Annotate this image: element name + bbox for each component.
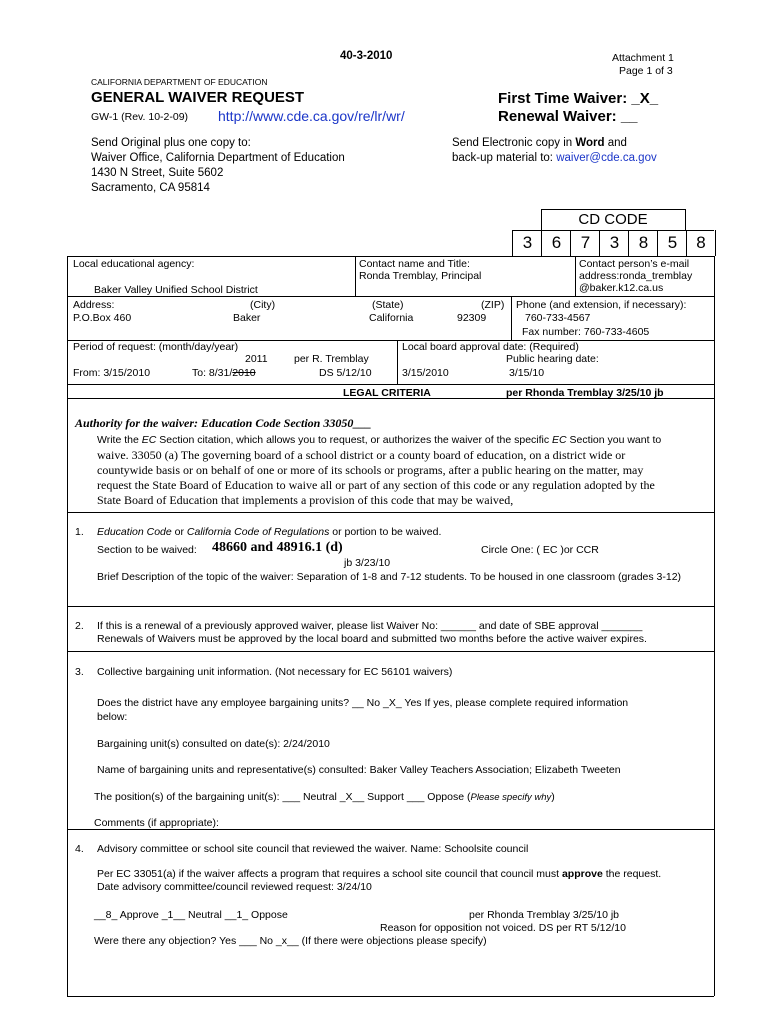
item-1-number: 1. bbox=[75, 526, 84, 538]
send-line-1: Send Original plus one copy to: bbox=[91, 137, 251, 149]
address-label: Address: bbox=[73, 299, 115, 311]
phone-label: Phone (and extension, if necessary): bbox=[516, 299, 687, 311]
cd-code-digit: 6 bbox=[541, 230, 571, 256]
waiver-url-link[interactable]: http://www.cde.ca.gov/re/lr/wr/ bbox=[218, 108, 405, 124]
send-line-3: 1430 N Street, Suite 5602 bbox=[91, 167, 224, 179]
bargaining-units-question: Does the district have any employee bargaining units? __ No _X_ Yes If yes, please complete required information bbox=[97, 697, 629, 709]
board-approval-label: Local board approval date: (Required) bbox=[402, 341, 579, 353]
legal-criteria-heading: LEGAL CRITERIA bbox=[343, 387, 431, 399]
waiver-email-link[interactable]: waiver@cde.ca.gov bbox=[556, 152, 657, 164]
renewal-line-1: If this is a renewal of a previously approved waiver, please list Waiver No: ______ and date of SBE approval _______ bbox=[97, 620, 643, 632]
item-3-number: 3. bbox=[75, 666, 84, 678]
send-line-2: Waiver Office, California Department of Education bbox=[91, 152, 345, 164]
bargaining-units-question-cont: below: bbox=[97, 711, 128, 723]
period-label: Period of request: (month/day/year) bbox=[73, 341, 239, 353]
bargaining-names: Name of bargaining units and representative(s) consulted: Baker Valley Teachers Association; Elizabeth Tweeten bbox=[97, 764, 621, 776]
cd-code-label: CD CODE bbox=[578, 211, 648, 228]
page-number: Page 1 of 3 bbox=[619, 65, 673, 77]
item-4-number: 4. bbox=[75, 843, 84, 855]
authority-text-line: countywide basis or on behalf of one or more of its schools or programs, after a public hearing on the matter, may bbox=[97, 463, 644, 477]
item-1-title: Education Code or California Code of Regulations or portion to be waived. bbox=[97, 526, 442, 538]
renewal-waiver: Renewal Waiver: __ bbox=[498, 108, 638, 125]
cd-code-digit: 7 bbox=[570, 230, 600, 256]
cd-code-digit: 3 bbox=[512, 230, 542, 256]
public-hearing-date: 3/15/10 bbox=[509, 367, 545, 379]
contact-label: Contact name and Title: bbox=[359, 258, 470, 270]
advisory-per-note: per Rhonda Tremblay 3/25/10 jb bbox=[469, 909, 620, 921]
section-waived-value: 48660 and 48916.1 (d) bbox=[212, 540, 343, 555]
bargaining-dates: Bargaining unit(s) consulted on date(s): 2/24/2010 bbox=[97, 738, 330, 750]
city-label: (City) bbox=[250, 299, 276, 311]
page-title: GENERAL WAIVER REQUEST bbox=[91, 89, 305, 106]
bargaining-heading: Collective bargaining unit information. (Not necessary for EC 56101 waivers) bbox=[97, 666, 453, 678]
attachment-label: Attachment 1 bbox=[612, 52, 674, 64]
period-per-note: per R. Tremblay bbox=[294, 353, 369, 365]
authority-intro: Write the EC Section citation, which allows you to request, or authorizes the waiver of the specific EC Section you want to bbox=[97, 434, 662, 446]
department-name: CALIFORNIA DEPARTMENT OF EDUCATION bbox=[91, 77, 268, 87]
authority-text-line: request the State Board of Education to waive all or part of any section of this code or any regulation adopted by the bbox=[97, 478, 655, 492]
cd-code-digit: 8 bbox=[686, 230, 716, 256]
address-value: P.O.Box 460 bbox=[73, 312, 132, 324]
date-code: 40-3-2010 bbox=[340, 50, 393, 62]
authority-text-line: State Board of Education that implements a provision of this code that may be waived, bbox=[97, 493, 514, 507]
cd-code-digit: 3 bbox=[599, 230, 629, 256]
waiver-brief-description: Brief Description of the topic of the waiver: Separation of 1-8 and 7-12 students. To be housed in one classroom (grades 3-12) bbox=[97, 571, 682, 583]
lea-label: Local educational agency: bbox=[73, 258, 195, 270]
zip-value: 92309 bbox=[457, 312, 487, 324]
section-waived-label: Section to be waived: bbox=[97, 544, 197, 556]
state-label: (State) bbox=[372, 299, 404, 311]
email-label-1: Contact person’s e-mail bbox=[579, 258, 690, 270]
advisory-review-date: Date advisory committee/council reviewed request: 3/24/10 bbox=[97, 881, 372, 893]
period-ds-note: DS 5/12/10 bbox=[319, 367, 372, 379]
bargaining-comments: Comments (if appropriate): bbox=[94, 817, 219, 828]
state-value: California bbox=[369, 312, 414, 324]
phone-value: 760-733-4567 bbox=[525, 312, 591, 324]
legal-per-note: per Rhonda Tremblay 3/25/10 jb bbox=[506, 387, 664, 399]
form-id: GW-1 (Rev. 10-2-09) bbox=[91, 111, 189, 123]
send-electronic-line: Send Electronic copy in Word and bbox=[452, 137, 627, 149]
board-approval-date: 3/15/2010 bbox=[402, 367, 449, 379]
authority-text-line: waive. 33050 (a) The governing board of a school district or a county board of education, on a district wide or bbox=[97, 448, 626, 462]
fax-value: Fax number: 760-733-4605 bbox=[522, 326, 650, 338]
send-backup-line: back-up material to: waiver@cde.ca.gov bbox=[452, 152, 657, 164]
city-value: Baker bbox=[233, 312, 261, 324]
contact-value: Ronda Tremblay, Principal bbox=[359, 270, 482, 282]
opposition-reason: Reason for opposition not voiced. DS per RT 5/12/10 bbox=[380, 922, 626, 934]
cd-code-digit: 5 bbox=[657, 230, 687, 256]
item-1-jb-note: jb 3/23/10 bbox=[344, 557, 391, 569]
first-time-waiver: First Time Waiver: _X_ bbox=[498, 90, 659, 107]
send-line-4: Sacramento, CA 95814 bbox=[91, 182, 210, 194]
objection-question: Were there any objection? Yes ___ No _x__ (If there were objections please specify) bbox=[94, 935, 487, 947]
cd-code-digit: 8 bbox=[628, 230, 658, 256]
circle-one: Circle One: ( EC )or CCR bbox=[481, 544, 599, 556]
item-2-number: 2. bbox=[75, 620, 84, 632]
period-to: To: 8/31/2010 bbox=[192, 367, 256, 379]
lea-name: Baker Valley Unified School District bbox=[94, 284, 258, 296]
zip-label: (ZIP) bbox=[481, 299, 505, 311]
bargaining-position: The position(s) of the bargaining unit(s): ___ Neutral _X__ Support ___ Oppose (Please specify why) bbox=[94, 791, 555, 803]
advisory-votes: __8_ Approve _1__ Neutral __1_ Oppose bbox=[94, 909, 288, 921]
period-year-note: 2011 bbox=[245, 353, 268, 365]
advisory-rule: Per EC 33051(a) if the waiver affects a program that requires a school site council that council must approve the request. bbox=[97, 868, 662, 880]
renewal-line-2: Renewals of Waivers must be approved by the local board and submitted two months before the active waiver expires. bbox=[97, 633, 647, 645]
email-label-2: address:ronda_tremblay bbox=[579, 270, 693, 282]
public-hearing-label: Public hearing date: bbox=[506, 353, 599, 365]
email-label-3: @baker.k12.ca.us bbox=[579, 282, 664, 294]
period-from: From: 3/15/2010 bbox=[73, 367, 151, 379]
advisory-heading: Advisory committee or school site council that reviewed the waiver. Name: Schoolsite council bbox=[97, 843, 529, 855]
authority-heading: Authority for the waiver: Education Code Section 33050___ bbox=[75, 416, 372, 430]
